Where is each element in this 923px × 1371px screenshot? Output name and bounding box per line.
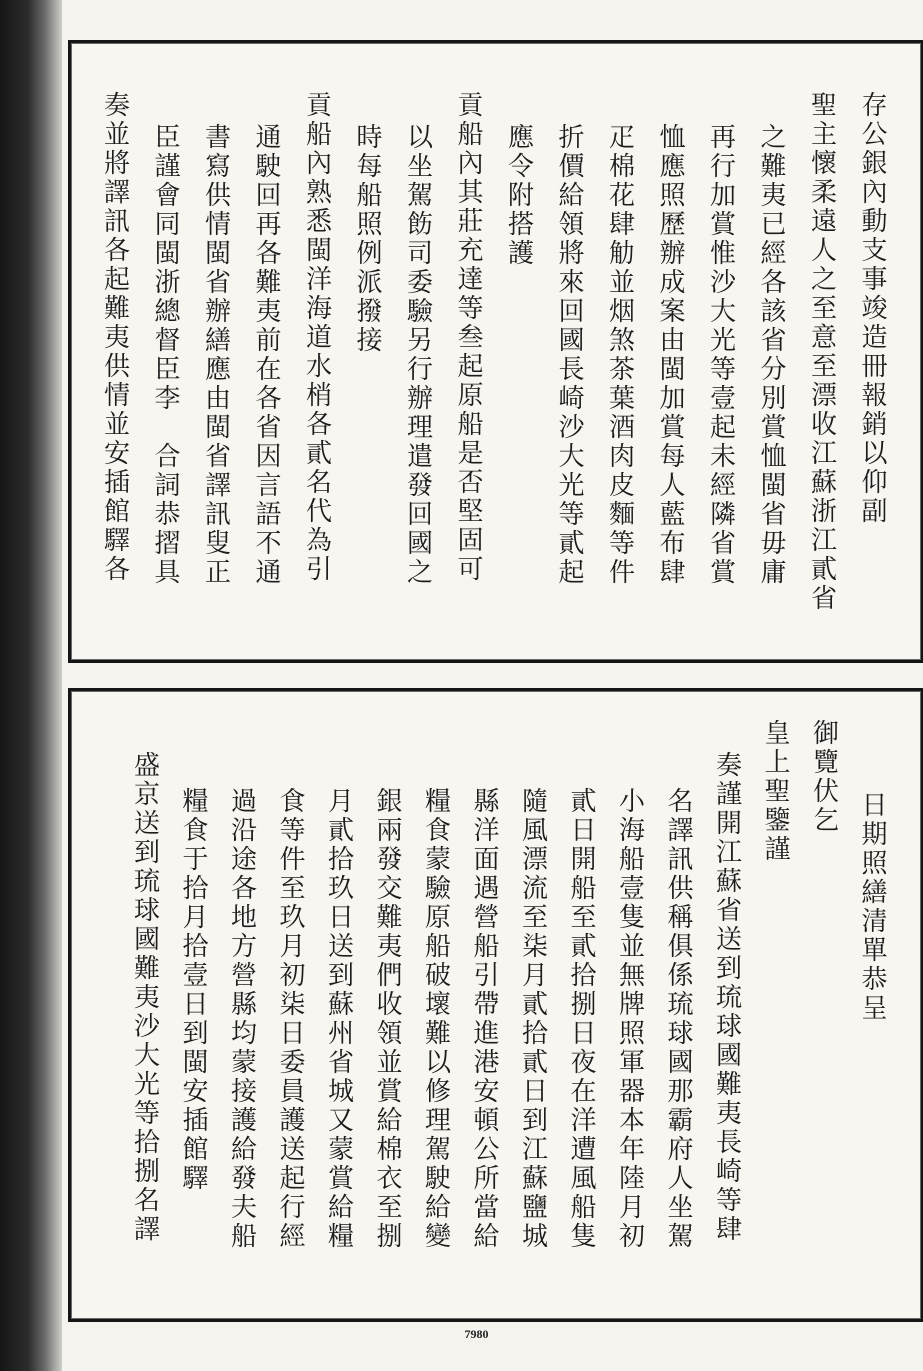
manuscript-column: 通駛回再各難夷前在各省因言語不通 <box>251 123 281 587</box>
manuscript-column: 隨風漂流至柒月貳拾貳日到江蘇鹽城 <box>517 787 548 1251</box>
manuscript-column: 折價給領將來回國長崎沙大光等貳起 <box>554 123 584 587</box>
manuscript-column: 存公銀內動支事竣造冊報銷以仰副 <box>857 91 887 526</box>
manuscript-column: 御覽伏乞 <box>808 719 839 835</box>
manuscript-column: 盛京送到琉球國難夷沙大光等拾捌名譯 <box>129 751 160 1244</box>
manuscript-column: 日期照繕清單恭呈 <box>857 791 887 1023</box>
manuscript-column: 貢船內熟悉閩洋海道水梢各貳名代為引 <box>301 91 332 584</box>
top-manuscript-panel <box>68 40 923 663</box>
manuscript-column: 過沿途各地方營縣均蒙接護給發夫船 <box>226 787 257 1251</box>
manuscript-column: 再行加賞惟沙大光等壹起未經隣省賞 <box>705 123 736 587</box>
manuscript-column: 月貳拾玖日送到蘇州省城又蒙賞給糧 <box>323 787 354 1251</box>
bottom-manuscript-panel <box>68 688 923 1322</box>
manuscript-column: 奏謹開江蘇省送到琉球國難夷長崎等肆 <box>711 751 742 1244</box>
manuscript-column: 奏並將譯訊各起難夷供情並安插館驛各 <box>99 91 130 584</box>
manuscript-column: 名譯訊供稱俱係琉球國那霸府人坐駕 <box>663 787 693 1251</box>
manuscript-column: 臣謹會同閩浙總督臣李 合詞恭摺具 <box>150 123 180 587</box>
manuscript-column: 以坐駕飭司委驗另行辦理遣發回國之 <box>402 123 433 587</box>
manuscript-column: 之難夷已經各該省分別賞恤閩省毋庸 <box>756 123 786 587</box>
page-number: 7980 <box>464 1327 489 1341</box>
manuscript-column: 恤應照歷辦成案由閩加賞每人藍布肆 <box>655 123 685 587</box>
manuscript-column: 貢船內其莊充達等叁起原船是否堅固可 <box>453 91 483 584</box>
manuscript-column: 糧食于拾月拾壹日到閩安插館驛 <box>178 787 208 1193</box>
manuscript-column: 皇上聖鑒謹 <box>760 719 790 864</box>
book-gutter-shadow <box>0 0 62 1371</box>
manuscript-column: 聖主懷柔遠人之至意至漂收江蘇浙江貳省 <box>806 91 837 613</box>
manuscript-column: 小海船壹隻並無牌照軍器本年陸月初 <box>614 787 645 1251</box>
manuscript-column: 貳日開船至貳拾捌日夜在洋遭風船隻 <box>566 787 596 1251</box>
manuscript-column: 糧食蒙驗原船破壞難以修理駕駛給變 <box>420 787 451 1251</box>
manuscript-column: 食等件至玖月初柒日委員護送起行經 <box>275 787 305 1251</box>
manuscript-column: 疋棉花肆觔並烟煞茶葉酒肉皮麵等件 <box>604 123 635 587</box>
manuscript-column: 應令附搭護 <box>503 123 534 268</box>
manuscript-column: 銀兩發交難夷們收領並賞給棉衣至捌 <box>372 787 402 1251</box>
manuscript-column: 縣洋面遇營船引帶進港安頓公所當給 <box>469 787 499 1251</box>
manuscript-column: 書寫供情閩省辦繕應由閩省譯訊叟正 <box>200 123 231 587</box>
manuscript-column: 時每船照例派撥接 <box>352 123 382 355</box>
